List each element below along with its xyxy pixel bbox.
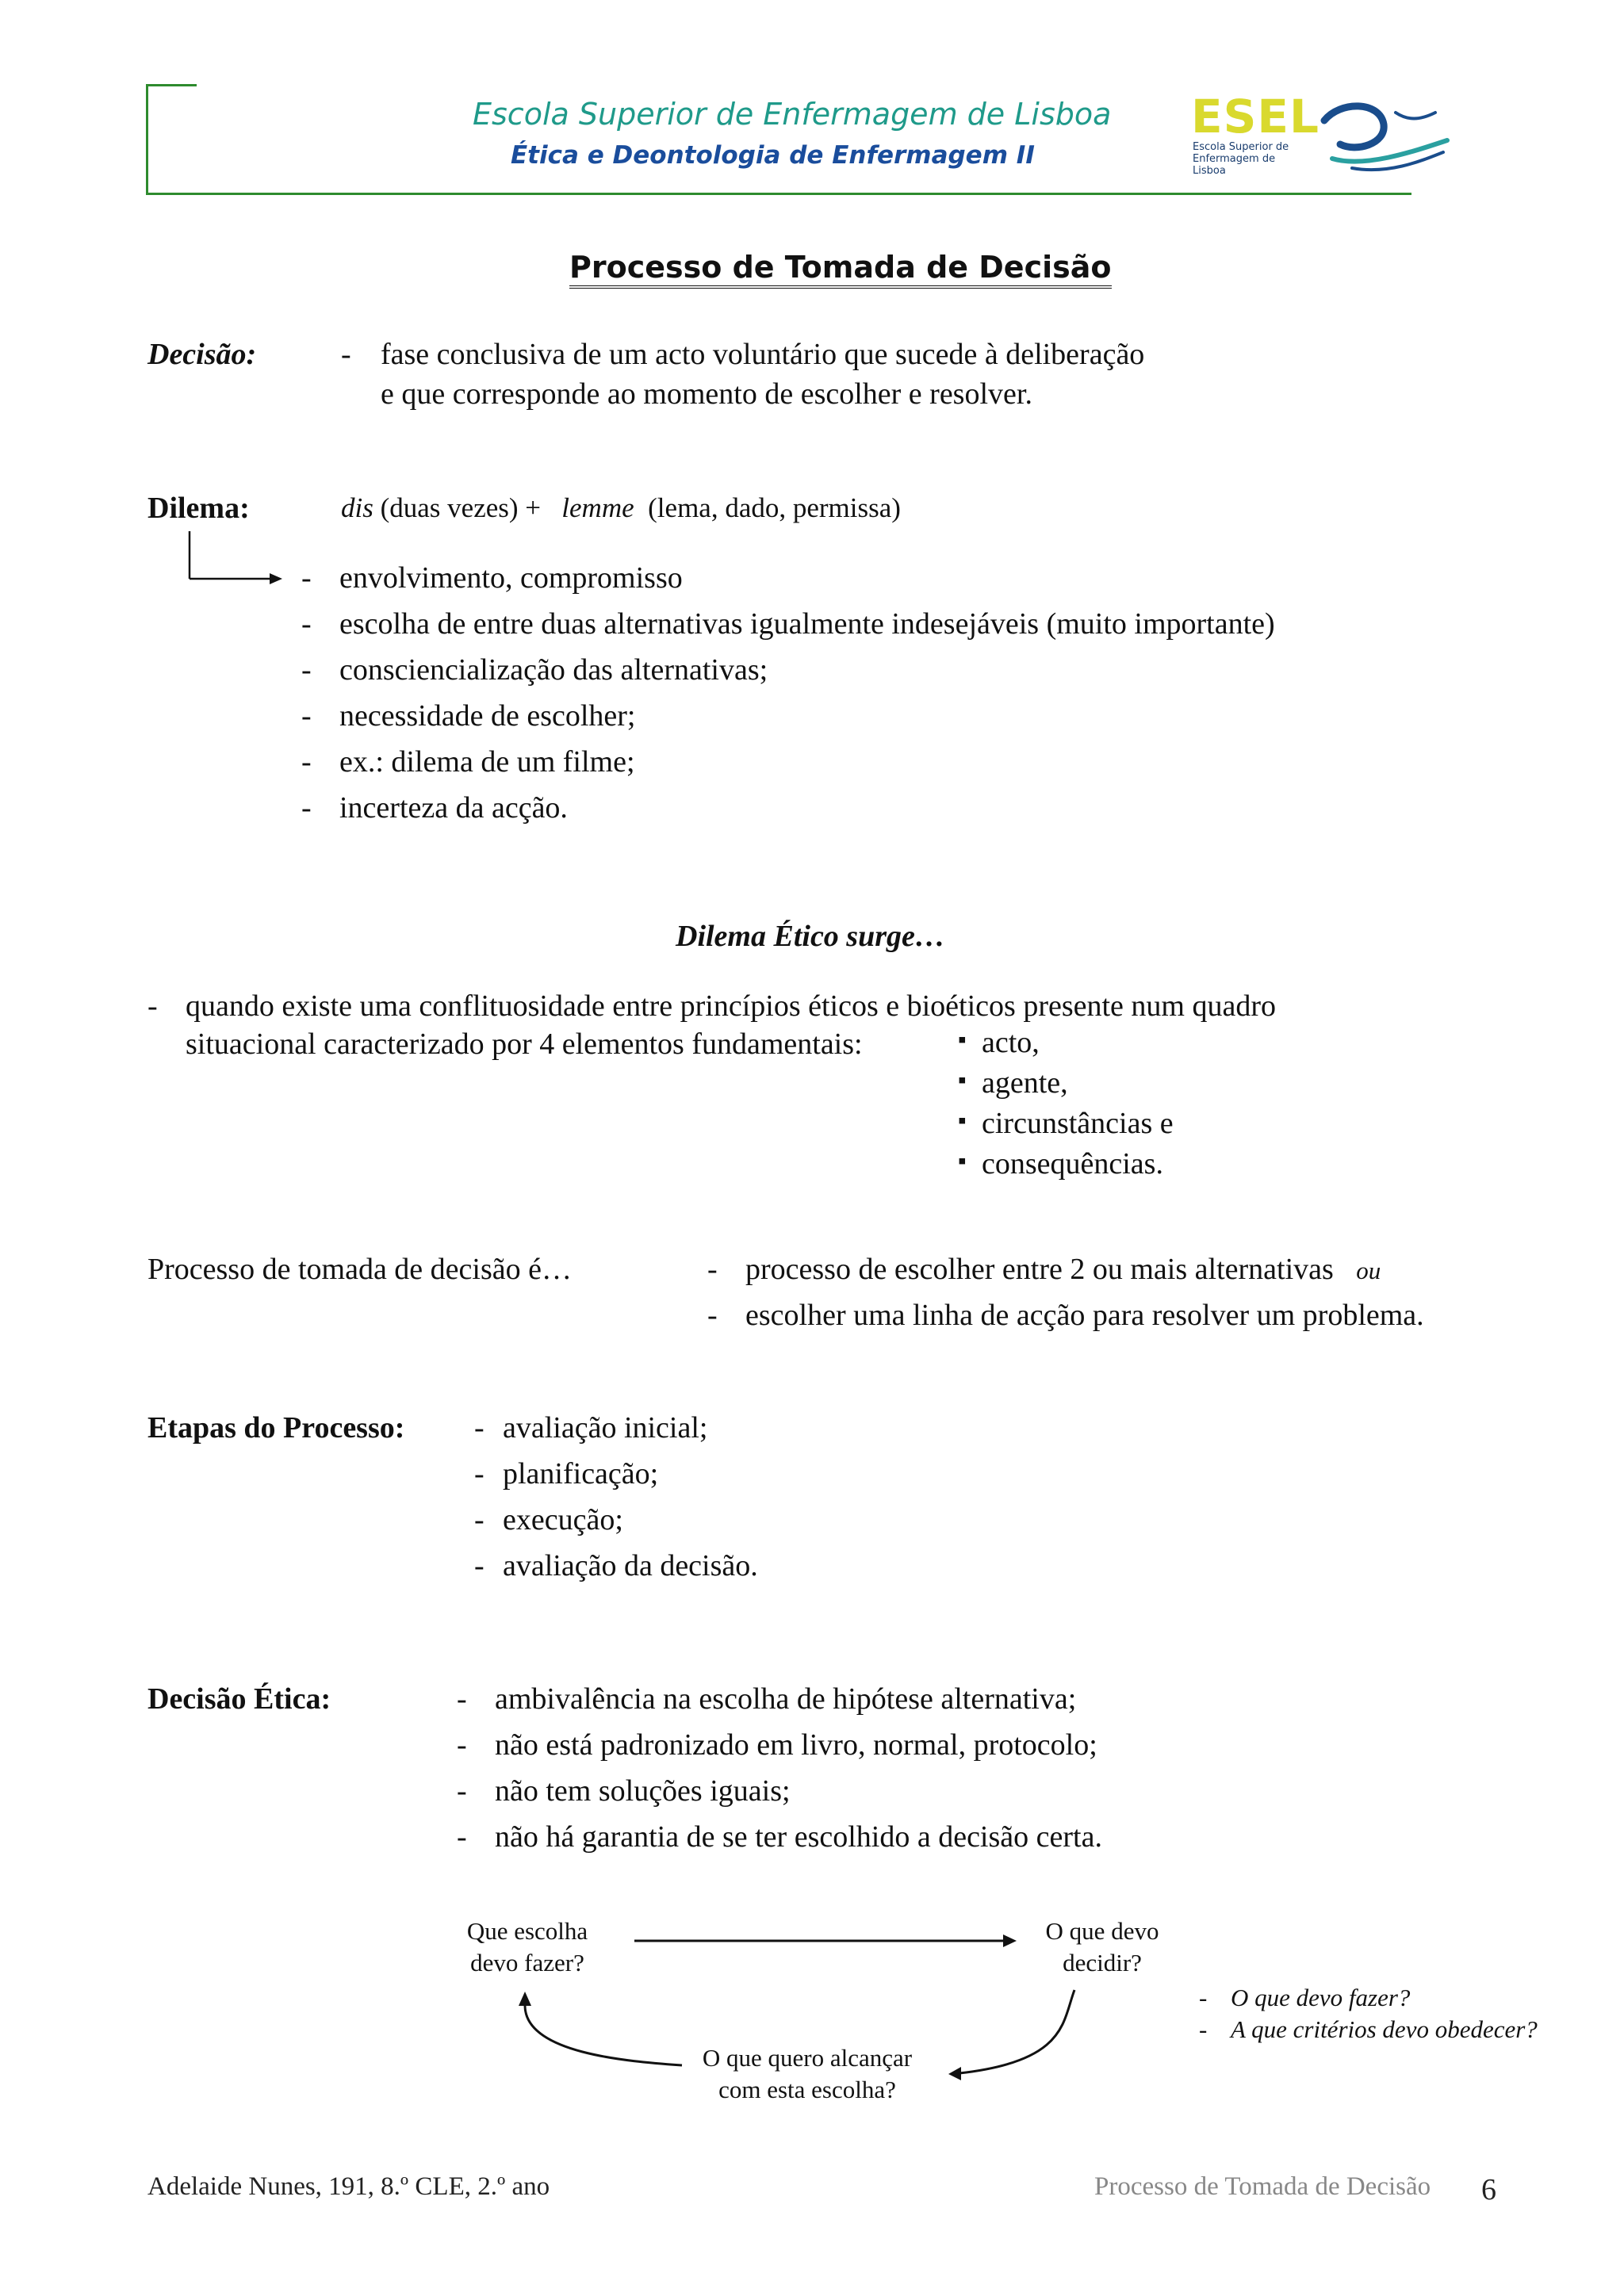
list-item: ▪ consequências.: [958, 1147, 1163, 1181]
list-item: ▪ agente,: [958, 1066, 1068, 1100]
esel-logo: [1189, 92, 1451, 181]
dilema-label: Dilema:: [147, 492, 250, 525]
header-course: Ética e Deontologia de Enfermagem II: [511, 141, 1035, 170]
list-item: ▪ circunstâncias e: [958, 1107, 1174, 1140]
processo-item-2: - escolher uma linha de acção para resolver um problema.: [707, 1299, 1424, 1332]
list-item: - ex.: dilema de um filme;: [301, 745, 635, 779]
decisao-label: Decisão:: [147, 338, 257, 371]
processo-or: ou: [1356, 1257, 1381, 1284]
etymology-lemme: lemme: [561, 492, 634, 523]
processo-label: Processo de tomada de decisão é…: [147, 1253, 572, 1286]
logo-swoosh-icon: [1308, 97, 1451, 176]
decisao-dash: -: [341, 338, 351, 371]
list-item: - avaliação inicial;: [474, 1411, 708, 1445]
arrow-curve-up-icon: [519, 1992, 682, 2065]
list-item: - ambivalência na escolha de hipótese alternativa;: [457, 1682, 1077, 1716]
decisao-line-2: e que corresponde ao momento de escolher e resolver.: [381, 377, 1032, 411]
etapas-list: [474, 1405, 758, 1589]
logo-subtext-line: Enfermagem de: [1193, 153, 1276, 165]
logo-subtext: [1193, 141, 1289, 177]
dilema-etico-heading: Dilema Ético surge…: [676, 920, 945, 953]
list-item: - consciencialização das alternativas;: [301, 653, 768, 687]
list-item: - envolvimento, compromisso: [301, 561, 683, 595]
diagram-node-choice: Que escolha devo fazer?: [466, 1917, 588, 1976]
list-item: - O que devo fazer?: [1199, 1984, 1411, 2011]
etymology-lemme-gloss: (lema, dado, permissa): [648, 492, 901, 523]
header-school: Escola Superior de Enfermagem de Lisboa: [473, 97, 1112, 132]
header-rule-left: [146, 84, 148, 195]
list-item: - escolha de entre duas alternativas igualmente indesejáveis (muito importante): [301, 607, 1275, 641]
list-item: - incerteza da acção.: [301, 791, 568, 825]
diagram-node-goal: O que quero alcançar com esta escolha?: [702, 2044, 913, 2103]
list-item: - não há garantia de se ter escolhido a decisão certa.: [457, 1820, 1102, 1854]
list-item: - planificação;: [474, 1457, 659, 1490]
list-item: - execução;: [474, 1503, 623, 1536]
dilema-etico-elements: [958, 1021, 1174, 1183]
dilema-etico-line-2: situacional caracterizado por 4 elementos fundamentais:: [186, 1027, 863, 1061]
etapas-label: Etapas do Processo:: [147, 1411, 405, 1445]
etymology-dis: dis: [341, 492, 373, 523]
footer-page-number: 6: [1481, 2173, 1496, 2206]
header-rule-top: [146, 84, 197, 86]
arrow-right-icon: [634, 1934, 1017, 1947]
dilema-etico-line-1: quando existe uma conflituosidade entre princípios éticos e bioéticos presente num quadro: [186, 989, 1276, 1023]
dilema-list: [301, 555, 1275, 831]
page-title: Processo de Tomada de Decisão: [569, 249, 1112, 289]
dilema-arrow-icon: [182, 530, 285, 585]
logo-wordmark: ESEL: [1191, 90, 1320, 144]
list-item: - A que critérios devo obedecer?: [1199, 2015, 1538, 2043]
footer-author: Adelaide Nunes, 191, 8.º CLE, 2.º ano: [147, 2172, 550, 2201]
diagram-arrows: [476, 1903, 1110, 2109]
list-item: - avaliação da decisão.: [474, 1549, 758, 1582]
diagram-node-decide: O que devo decidir?: [1045, 1917, 1159, 1976]
logo-subtext-line: Lisboa: [1193, 165, 1226, 177]
etymology-dis-gloss: (duas vezes) +: [380, 492, 542, 523]
decisao-etica-list: [457, 1676, 1102, 1860]
decisao-etica-label: Decisão Ética:: [147, 1682, 331, 1716]
list-item: ▪ acto,: [958, 1026, 1040, 1059]
processo-item-1: - processo de escolher entre 2 ou mais alternativas ou: [707, 1253, 1381, 1286]
header-rule-bottom: [146, 193, 1411, 195]
footer-section: Processo de Tomada de Decisão: [1094, 2172, 1431, 2201]
dilema-etymology: [341, 485, 901, 531]
diagram-side-questions: [1199, 1982, 1538, 2045]
decisao-line-1: fase conclusiva de um acto voluntário que sucede à deliberação: [381, 338, 1145, 371]
list-item: - não tem soluções iguais;: [457, 1774, 791, 1808]
list-item: - necessidade de escolher;: [301, 699, 636, 733]
arrow-curve-down-icon: [948, 1990, 1074, 2080]
list-item: - não está padronizado em livro, normal, protocolo;: [457, 1728, 1097, 1762]
dilema-etico-dash: -: [147, 989, 158, 1023]
logo-subtext-line: Escola Superior de: [1193, 141, 1289, 153]
